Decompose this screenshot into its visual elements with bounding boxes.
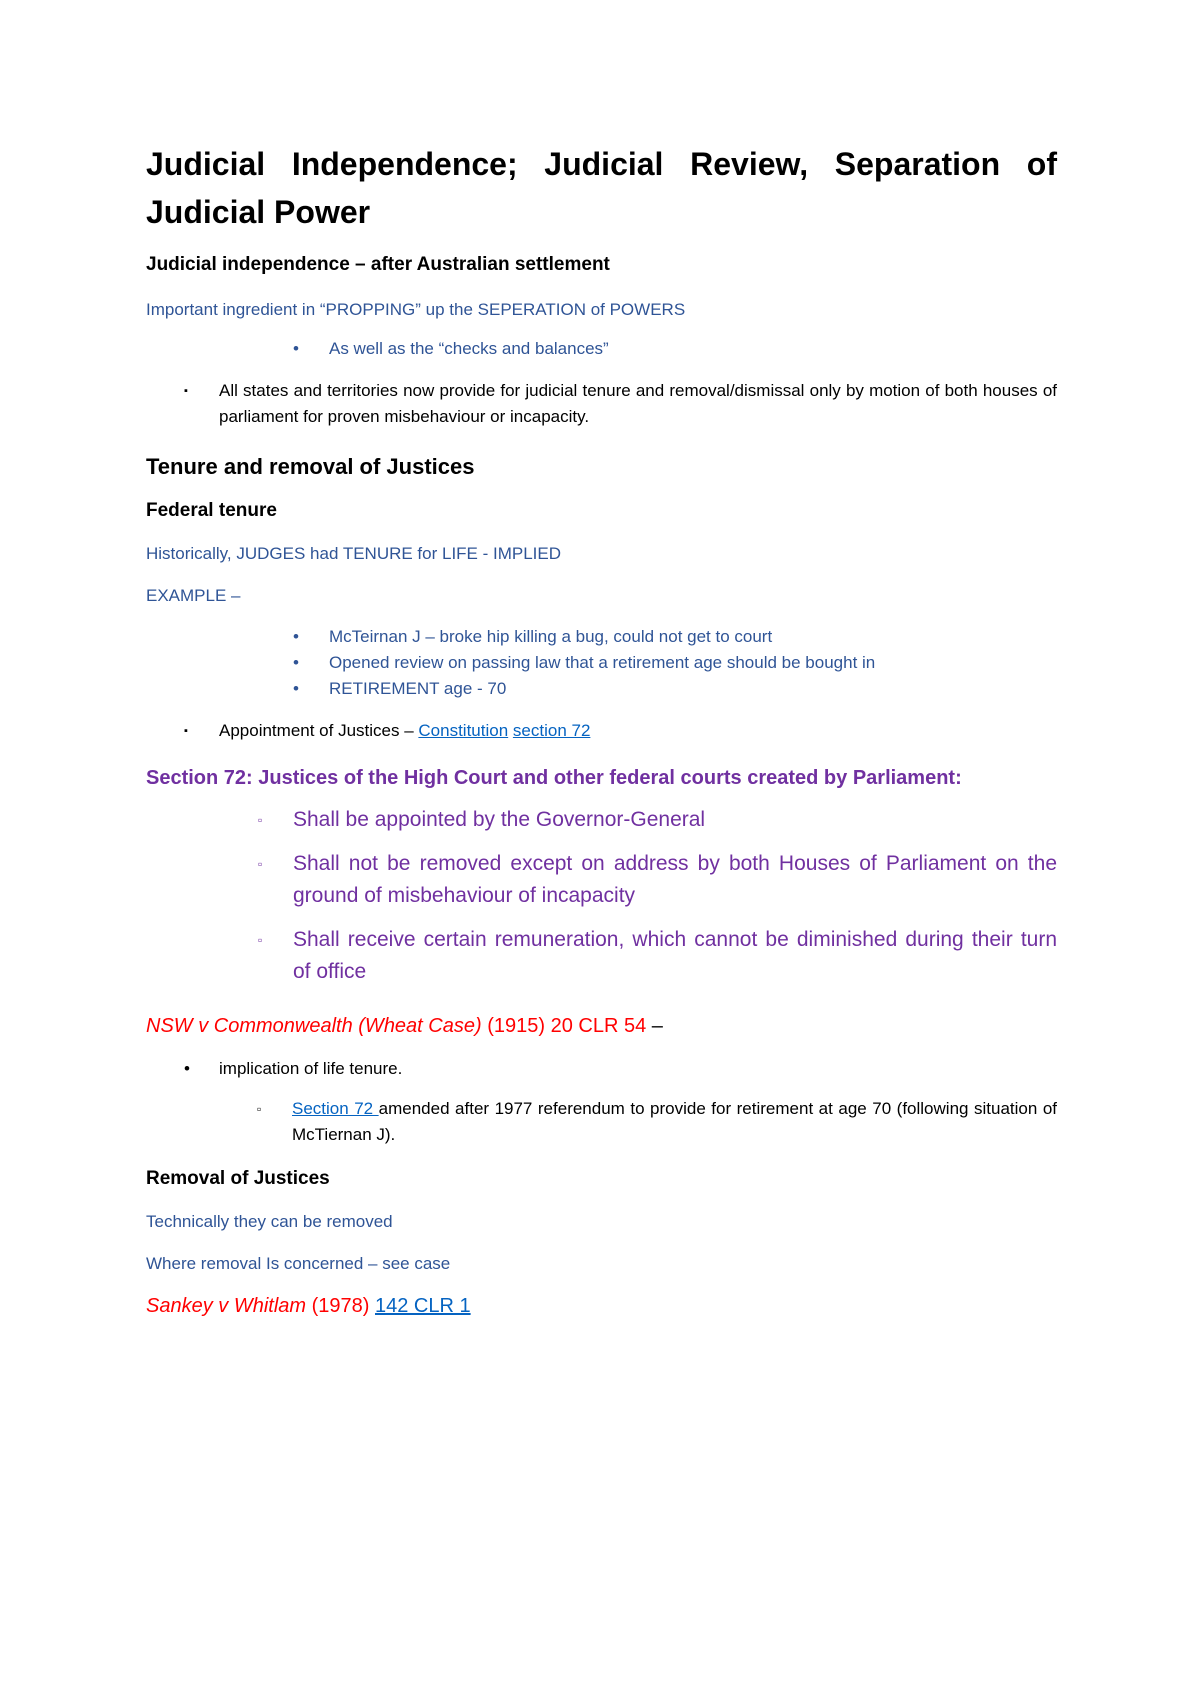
list-item-text: As well as the “checks and balances” (329, 339, 609, 358)
checks-list (146, 336, 1057, 362)
tenure-provision-list (146, 378, 1057, 430)
list-item (146, 676, 1057, 702)
list-item (146, 1096, 1057, 1148)
sankey-case (146, 1292, 1057, 1320)
list-item-text: Shall receive certain remuneration, which cannot be diminished during their turn of office (293, 928, 1057, 983)
wheat-case-name: NSW v Commonwealth (Wheat Case) (146, 1015, 482, 1037)
list-item (146, 624, 1057, 650)
judicial-independence-heading: Judicial independence – after Australian settlement (146, 254, 610, 275)
federal-tenure-heading: Federal tenure (146, 500, 277, 521)
removal-line-2: Where removal Is concerned – see case (146, 1254, 451, 1273)
wheat-case-citation: (1915) 20 CLR 54 (481, 1015, 647, 1037)
list-item-text: RETIREMENT age - 70 (329, 679, 507, 698)
list-item-text: Shall not be removed except on address by both Houses of Parliament on the ground of misbehaviour of incapacity (293, 852, 1057, 907)
section-72-amended-link[interactable]: Section 72 (292, 1099, 379, 1118)
list-item (146, 804, 1057, 836)
list-item-text: amended after 1977 referendum to provide for retirement at age 70 (following situation of McTiernan J). (292, 1099, 1057, 1144)
section-72-list (146, 804, 1057, 988)
list-item (146, 378, 1057, 430)
sankey-citation-link[interactable]: 142 CLR 1 (375, 1295, 471, 1317)
removal-line-1: Technically they can be removed (146, 1212, 393, 1231)
sankey-case-name: Sankey v Whitlam (146, 1295, 307, 1317)
sankey-case-year: (1978) (306, 1295, 375, 1317)
appointment-list (146, 718, 1057, 744)
removal-heading: Removal of Justices (146, 1168, 330, 1189)
tenure-heading: Tenure and removal of Justices (146, 454, 475, 479)
list-item (146, 848, 1057, 912)
list-item-text: Opened review on passing law that a retirement age should be bought in (329, 653, 876, 672)
bullet-square-icon: ▪ (184, 385, 188, 397)
bullet-ring-icon: ▫ (258, 933, 263, 947)
bullet-ring-icon: ▫ (258, 813, 263, 827)
wheat-case-sublist (146, 1096, 1057, 1148)
bullet-dot-icon: • (293, 339, 299, 358)
example-label: EXAMPLE – (146, 586, 241, 605)
example-list (146, 624, 1057, 702)
list-item (146, 336, 1057, 362)
bullet-ring-icon: ▫ (257, 1102, 262, 1116)
propping-intro: Important ingredient in “PROPPING” up the SEPERATION of POWERS (146, 300, 686, 319)
wheat-case-heading (146, 1012, 1057, 1040)
list-item (146, 924, 1057, 988)
bullet-dot-icon: • (184, 1059, 190, 1078)
wheat-case-list (146, 1056, 1057, 1082)
appointment-text: Appointment of Justices – (219, 721, 419, 740)
bullet-dot-icon: • (293, 679, 299, 698)
section-72-heading: Section 72: Justices of the High Court and other federal courts created by Parliament: (146, 767, 962, 789)
list-item-text: All states and territories now provide for judicial tenure and removal/dismissal only by motion of both houses of parliament for proven misbehaviour or incapacity. (219, 381, 1057, 426)
section-72-link[interactable]: section 72 (512, 721, 591, 740)
bullet-ring-icon: ▫ (258, 857, 263, 871)
list-item (146, 718, 1057, 744)
list-item (146, 650, 1057, 676)
constitution-link[interactable]: Constitution (418, 721, 509, 740)
list-item-text: McTeirnan J – broke hip killing a bug, could not get to court (329, 627, 773, 646)
page-title: Judicial Independence; Judicial Review, Separation of Judicial Power (146, 146, 1057, 230)
bullet-dot-icon: • (293, 653, 299, 672)
list-item-text: Shall be appointed by the Governor-General (293, 808, 706, 831)
wheat-case-dash: – (646, 1015, 663, 1037)
list-item (146, 1056, 1057, 1082)
list-item-text: implication of life tenure. (219, 1059, 403, 1078)
bullet-dot-icon: • (293, 627, 299, 646)
bullet-square-icon: ▪ (184, 725, 188, 737)
historical-tenure-text: Historically, JUDGES had TENURE for LIFE - IMPLIED (146, 544, 562, 563)
